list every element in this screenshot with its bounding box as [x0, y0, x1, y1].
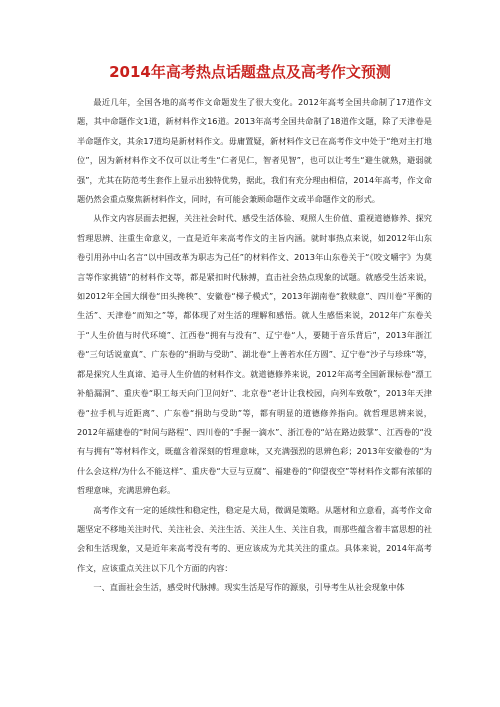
paragraph-content-analysis: 从作文内容层面去把握，关注社会时代、感受生活体验、观照人生价值、重视道德修养、探究哲理思辨、注重生命意义，一直是近年来高考作文的主旨内涵。就时事热点来说，如2012年山东卷引用孙中山名言“以中国改革为职志为己任”的材料作文、2013年山东卷关于“《咬文嚼字》为莫言等作家挑错”的材料作文等，都是紧扣时代脉搏，直击社会热点现象的试题。就感受生活来说，如2012年全国大纲卷“田头搀秧”、安徽卷“梯子模式”，2013年湖南卷“救赎意”、四川卷“平衡的生活”、天津卷“而知之”等，都体现了对生活的理解和感悟。就人生感悟来说，2012年广东卷关于“人生价值与时代环境”、江西卷“拥有与没有”、辽宁卷“人，要随于音乐背后”，2013年浙江卷“三句话说童真”、广东卷的“捐助与受助”、湖北卷“上善若水任方圆”、辽宁卷“沙子与珍珠”等，都是探究人生真谛、追寻人生价值的材料作文。就道德修养来说，2012年高考全国新课标卷“漂工补船漏洞”、重庆卷“职工每天向门卫问好”、北京卷“老计让我校园，向列车致敬”，2013年天津卷“拉手机与近距离”、广东卷“捐助与受助”等，都有明显的道德修养指向。就哲理思辨来说，2012年福建卷的“时间与路程”、四川卷的“手握一滴水”、浙江卷的“站在路边鼓掌”、江西卷的“没有与拥有”等材料作文，既蕴含着深刻的哲理意味，又充满强烈的思辨色彩；2013年安徽卷的“为什么会这样/为什么不能这样”、重庆卷“大豆与豆腐”、福建卷的“仰望夜空”等材料作文都有浓郁的哲理意味，充满思辨色彩。 [77, 213, 432, 496]
document-body [77, 93, 432, 598]
document-title: 2014年高考热点话题盘点及高考作文预测 [109, 63, 391, 81]
paragraph-intro: 最近几年，全国各地的高考作文命题发生了很大变化。2012年高考全国共命制了17道作文题，其中命题作文1道，新材料作文16道。2013年高考全国共命制了18道作文题，除了天津卷是半命题作文，其余17道均是新材料作文。毋庸置疑，新材料作文已在高考作文中处于“绝对主打地位”，因为新材料作文不仅可以让考生“仁者见仁，智者见智”，也可以让考生“避生就熟，避弱就强”，尤其在防范考生套作上显示出独特优势，据此，我们有充分理由相信，2014年高考，作文命题仍然会重点聚焦新材料作文，同时，有可能会兼顾命题作文或半命题作文的形式。 [77, 97, 432, 205]
paragraph-point-one: 一、直面社会生活，感受时代脉搏。现实生活是写作的源泉，引导考生从社会现象中体 [93, 582, 405, 593]
paragraph-stability: 高考作文有一定的延续性和稳定性，稳定是大局，微调是策略。从题材和立意看，高考作文命题坚定不移地关注时代、关注社会、关注生活、关注人生、关注自我，而那些蕴含着丰富思想的社会和生活现象，又是近年来高考没有考的、更应该成为尤其关注的重点。具体来说，2014年高考作文，应该重点关注以下几个方面的内容： [77, 504, 432, 573]
